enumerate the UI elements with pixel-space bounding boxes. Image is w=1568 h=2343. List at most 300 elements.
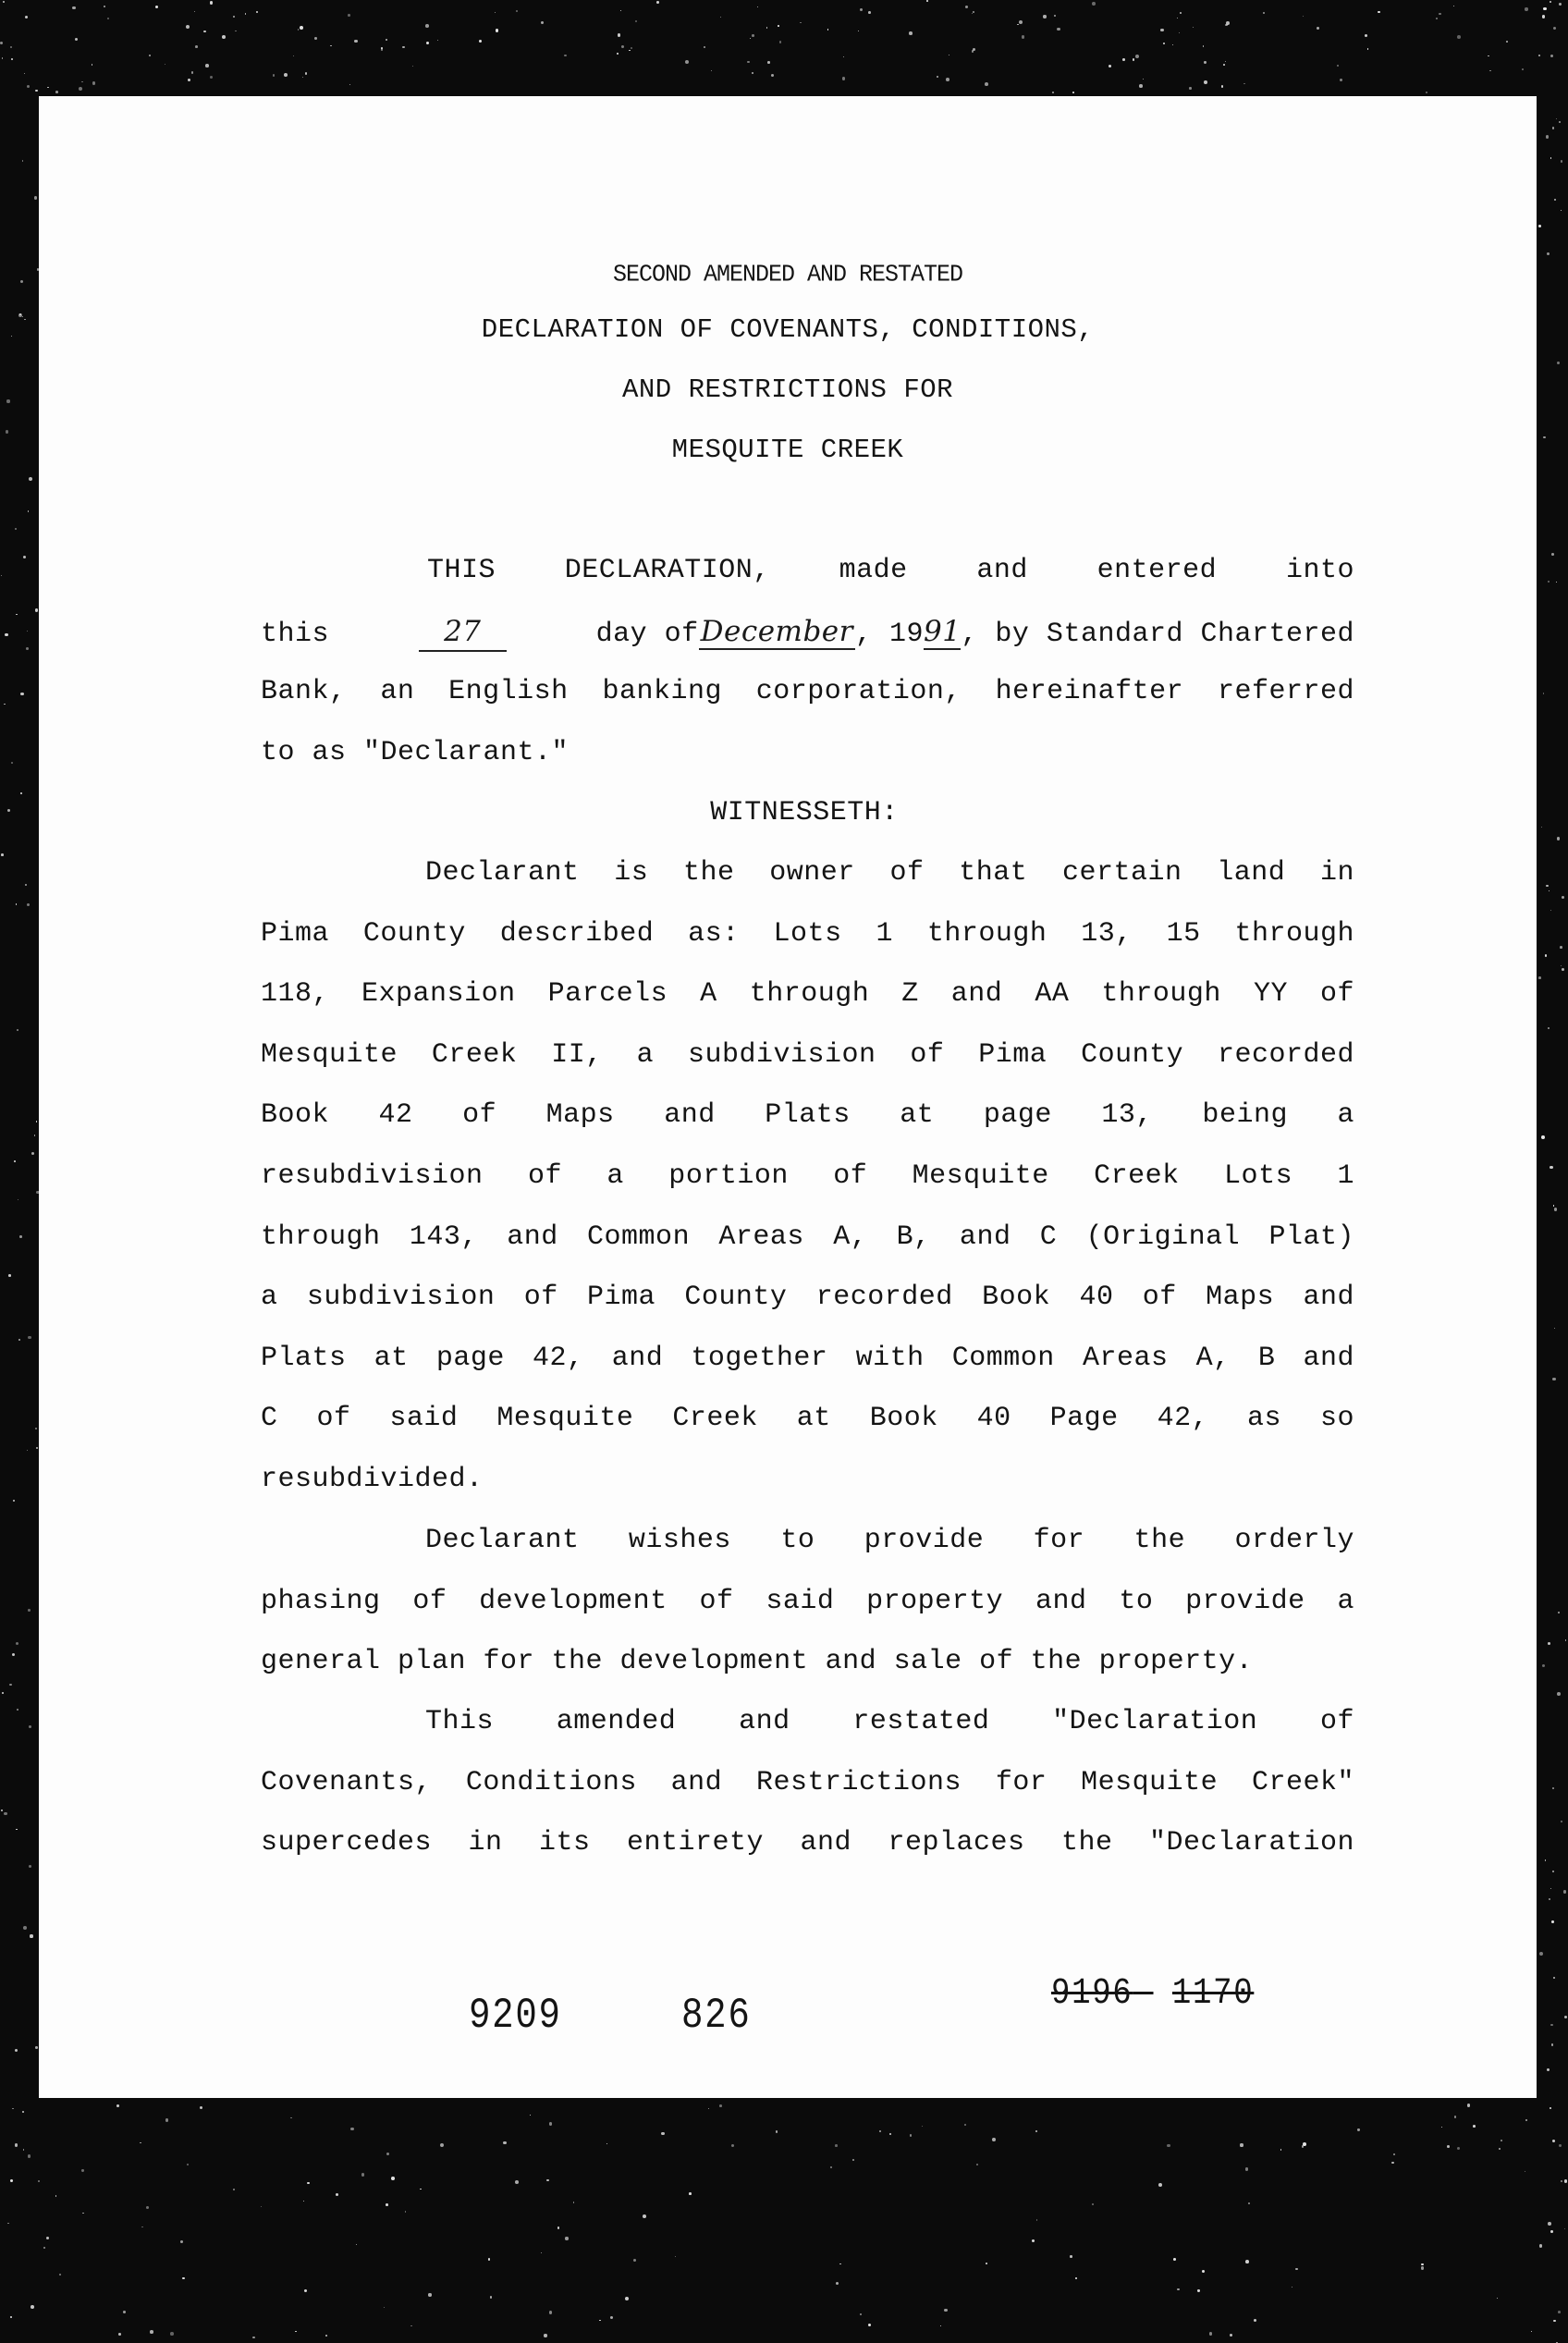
noise-speck: [11, 58, 13, 60]
noise-speck: [75, 38, 78, 41]
noise-speck: [1337, 65, 1338, 66]
noise-speck: [835, 2144, 838, 2147]
noise-speck: [5, 633, 7, 636]
paragraph-line: C of said Mesquite Creek at Book 40 Page 42, as so: [261, 1403, 1354, 1435]
noise-speck: [46, 2237, 49, 2239]
noise-speck: [186, 25, 190, 29]
noise-speck: [59, 2274, 61, 2276]
noise-speck: [1543, 436, 1546, 439]
noise-speck: [203, 31, 206, 33]
noise-speck: [17, 1029, 18, 1031]
noise-speck: [191, 71, 194, 74]
noise-speck: [1280, 2149, 1281, 2150]
intro-text-by: , by Standard Chartered: [961, 619, 1354, 650]
noise-speck: [1554, 1328, 1555, 1329]
noise-speck: [36, 1447, 38, 1449]
recording-book-number: 9209: [469, 1992, 562, 2040]
noise-speck: [27, 903, 30, 906]
noise-speck: [1203, 45, 1205, 47]
intro-text-dayof-label: day of: [595, 619, 699, 650]
paragraph-line: supercedes in its entirety and replaces the "Declaration: [261, 1827, 1354, 1859]
noise-speck: [116, 2104, 119, 2107]
noise-speck: [752, 72, 753, 74]
intro-line-4: to as "Declarant.": [261, 737, 570, 768]
noise-speck: [6, 430, 8, 433]
noise-speck: [1550, 55, 1553, 57]
noise-speck: [868, 2324, 871, 2326]
noise-speck: [719, 2104, 722, 2107]
noise-speck: [1070, 2255, 1072, 2257]
paragraph-line: 118, Expansion Parcels A through Z and AA through YY of: [261, 978, 1354, 1011]
noise-speck: [985, 82, 988, 86]
noise-speck: [1226, 21, 1230, 25]
noise-speck: [20, 792, 23, 795]
noise-speck: [1525, 7, 1527, 10]
noise-speck: [800, 22, 801, 23]
noise-speck: [973, 11, 974, 13]
noise-speck: [356, 2244, 357, 2245]
noise-speck: [12, 2108, 14, 2110]
noise-speck: [1454, 2116, 1457, 2118]
noise-speck: [16, 614, 17, 615]
noise-speck: [10, 2316, 12, 2318]
witnesseth-heading: WITNESSETH:: [710, 797, 899, 828]
noise-speck: [1557, 1692, 1561, 1696]
noise-speck: [1173, 2258, 1176, 2261]
noise-speck: [860, 8, 863, 11]
noise-speck: [1539, 1952, 1543, 1956]
noise-speck: [635, 20, 637, 22]
noise-speck: [1546, 135, 1549, 138]
document-page: [39, 96, 1537, 2098]
noise-speck: [757, 6, 758, 7]
noise-speck: [516, 10, 518, 12]
paragraph-line: resubdivision of a portion of Mesquite Creek Lots 1: [261, 1160, 1354, 1192]
noise-speck: [843, 56, 844, 57]
noise-speck: [860, 2313, 862, 2315]
noise-speck: [1553, 1977, 1555, 1979]
noise-speck: [976, 2164, 978, 2165]
doc-title-line-4: MESQUITE CREEK: [671, 435, 904, 465]
noise-speck: [256, 11, 258, 13]
noise-speck: [22, 316, 24, 318]
noise-speck: [1545, 1859, 1546, 1860]
noise-speck: [986, 2263, 987, 2264]
noise-speck: [412, 66, 413, 67]
noise-speck: [1441, 2127, 1443, 2128]
intro-word: made: [839, 555, 908, 586]
noise-speck: [1560, 946, 1562, 949]
noise-speck: [437, 40, 438, 41]
noise-speck: [118, 2333, 121, 2336]
noise-speck: [273, 74, 276, 77]
noise-speck: [1439, 13, 1440, 15]
noise-speck: [1197, 2289, 1199, 2291]
noise-speck: [188, 79, 190, 81]
noise-speck: [205, 64, 209, 67]
noise-speck: [7, 2223, 9, 2225]
noise-speck: [1421, 2263, 1423, 2265]
paragraph-line: phasing of development of said property and to provide a: [261, 1585, 1354, 1617]
noise-speck: [610, 2316, 613, 2319]
noise-speck: [1564, 2179, 1567, 2182]
noise-speck: [633, 2259, 637, 2263]
noise-speck: [2, 1692, 3, 1693]
noise-speck: [302, 77, 303, 78]
intro-word: DECLARATION,: [564, 555, 770, 586]
noise-speck: [13, 1500, 15, 1502]
noise-speck: [1563, 1890, 1566, 1893]
noise-speck: [879, 2130, 881, 2132]
noise-speck: [25, 884, 26, 885]
noise-speck: [564, 55, 566, 56]
noise-speck: [992, 2138, 996, 2141]
noise-speck: [1552, 1787, 1554, 1789]
noise-speck: [1240, 2143, 1243, 2146]
noise-speck: [293, 55, 294, 56]
noise-speck: [149, 55, 151, 56]
noise-speck: [23, 2149, 24, 2150]
doc-title-line-2: DECLARATION OF COVENANTS, CONDITIONS,: [481, 314, 1095, 345]
noise-speck: [35, 1428, 37, 1429]
noise-speck: [1564, 2228, 1566, 2230]
noise-speck: [330, 45, 331, 46]
noise-speck: [752, 34, 754, 37]
noise-speck: [141, 2226, 143, 2228]
noise-speck: [926, 0, 928, 2]
noise-speck: [1542, 1135, 1544, 1137]
noise-speck: [11, 336, 12, 337]
noise-speck: [1499, 2148, 1501, 2150]
noise-speck: [361, 2173, 364, 2176]
noise-speck: [767, 61, 770, 64]
noise-speck: [426, 42, 429, 44]
struck-recording-number: [1051, 1973, 1254, 2015]
noise-speck: [1550, 2230, 1553, 2233]
noise-speck: [17, 1709, 18, 1711]
noise-speck: [704, 46, 705, 48]
noise-speck: [631, 47, 632, 49]
noise-speck: [1547, 2068, 1550, 2071]
noise-speck: [1538, 225, 1541, 227]
noise-speck: [15, 528, 17, 530]
noise-speck: [14, 1160, 17, 1163]
noise-speck: [1557, 362, 1560, 364]
noise-speck: [381, 47, 383, 49]
noise-speck: [1, 575, 2, 576]
noise-speck: [1057, 28, 1060, 31]
noise-speck: [180, 2240, 183, 2243]
noise-speck: [544, 2334, 546, 2337]
noise-speck: [617, 53, 619, 55]
noise-speck: [187, 2164, 189, 2165]
noise-speck: [1447, 2145, 1450, 2148]
noise-speck: [1177, 2288, 1180, 2291]
noise-speck: [620, 10, 621, 11]
doc-title-line-1: SECOND AMENDED AND RESTATED: [612, 260, 963, 288]
noise-speck: [1022, 35, 1025, 39]
noise-speck: [1561, 1821, 1562, 1822]
noise-speck: [0, 42, 3, 44]
noise-speck: [1548, 581, 1550, 583]
noise-speck: [1552, 127, 1554, 129]
noise-speck: [1158, 2183, 1162, 2187]
noise-speck: [386, 39, 387, 41]
noise-speck: [20, 693, 23, 695]
noise-speck: [31, 2305, 34, 2309]
noise-speck: [1557, 837, 1560, 840]
noise-speck: [391, 2177, 395, 2180]
noise-speck: [1501, 2140, 1502, 2141]
paragraph-line: Plats at page 42, and together with Common Areas A, B and: [261, 1342, 1354, 1374]
noise-speck: [909, 31, 913, 35]
noise-speck: [830, 2166, 832, 2168]
noise-speck: [1549, 1898, 1550, 1899]
noise-speck: [530, 2115, 531, 2116]
intro-text-this: this: [261, 619, 330, 650]
noise-speck: [15, 2049, 18, 2052]
noise-speck: [1552, 1378, 1555, 1380]
noise-speck: [1561, 160, 1562, 162]
noise-speck: [16, 1642, 18, 1645]
noise-speck: [1122, 58, 1125, 61]
noise-speck: [1550, 2024, 1552, 2026]
noise-speck: [420, 2189, 421, 2190]
paragraph-line: Declarant wishes to provide for the orderly: [425, 1525, 1354, 1556]
noise-speck: [384, 2307, 385, 2308]
doc-title-line-3: AND RESTRICTIONS FOR: [621, 374, 954, 405]
noise-speck: [778, 25, 779, 27]
noise-speck: [425, 24, 429, 28]
noise-speck: [1559, 3, 1562, 6]
noise-speck: [233, 16, 235, 18]
noise-speck: [16, 1829, 17, 1830]
noise-speck: [1133, 58, 1134, 60]
noise-speck: [1558, 2311, 1561, 2313]
noise-speck: [22, 2111, 24, 2113]
noise-speck: [348, 14, 350, 17]
noise-speck: [1543, 693, 1545, 694]
noise-speck: [210, 1, 213, 4]
noise-speck: [28, 1336, 31, 1340]
noise-speck: [1245, 2260, 1249, 2263]
noise-speck: [643, 2214, 646, 2218]
intro-line-3: Bank, an English banking corporation, hereinafter referred: [261, 676, 1354, 707]
noise-speck: [940, 2325, 941, 2326]
noise-speck: [12, 1653, 15, 1656]
noise-speck: [1552, 2140, 1555, 2142]
noise-speck: [1550, 1, 1551, 3]
noise-speck: [22, 160, 24, 162]
noise-speck: [325, 2335, 327, 2337]
noise-speck: [290, 2117, 292, 2119]
noise-speck: [35, 608, 39, 612]
noise-speck: [222, 35, 226, 39]
noise-speck: [1193, 27, 1194, 28]
noise-speck: [1562, 968, 1564, 971]
paragraph-line: through 143, and Common Areas A, B, and C (Original Plat): [261, 1221, 1354, 1253]
noise-speck: [771, 74, 774, 77]
noise-speck: [1378, 11, 1380, 14]
noise-speck: [541, 21, 544, 24]
noise-speck: [1340, 79, 1342, 81]
noise-speck: [621, 45, 624, 48]
recording-page-number: 826: [681, 1992, 752, 2040]
noise-speck: [1562, 896, 1564, 899]
noise-speck: [1559, 2144, 1562, 2147]
noise-speck: [1303, 16, 1304, 17]
noise-speck: [81, 81, 82, 82]
noise-speck: [889, 2133, 891, 2135]
noise-speck: [305, 72, 308, 75]
noise-speck: [1561, 210, 1562, 211]
noise-speck: [1548, 1027, 1550, 1029]
noise-speck: [546, 2179, 548, 2181]
noise-speck: [1550, 157, 1551, 158]
noise-speck: [685, 60, 689, 64]
noise-speck: [776, 2130, 778, 2132]
noise-speck: [1551, 1920, 1554, 1923]
noise-speck: [104, 6, 105, 7]
noise-speck: [1036, 2219, 1037, 2220]
noise-speck: [1204, 80, 1207, 84]
noise-speck: [1179, 32, 1180, 33]
noise-speck: [1550, 2107, 1551, 2109]
paragraph-line: Pima County described as: Lots 1 through 13, 15 through: [261, 917, 1354, 950]
noise-speck: [1189, 87, 1191, 89]
noise-speck: [1221, 85, 1223, 87]
noise-speck: [766, 27, 767, 28]
noise-speck: [194, 11, 196, 13]
intro-line-1: [427, 555, 1354, 586]
noise-speck: [675, 2256, 676, 2257]
noise-speck: [1556, 582, 1558, 583]
noise-speck: [31, 1152, 35, 1156]
noise-speck: [779, 41, 782, 43]
noise-speck: [625, 2297, 629, 2300]
noise-speck: [839, 2263, 840, 2264]
noise-speck: [1202, 2270, 1205, 2273]
noise-speck: [1547, 252, 1550, 256]
noise-speck: [92, 64, 93, 66]
noise-speck: [1561, 965, 1562, 966]
noise-speck: [1436, 18, 1438, 19]
noise-speck: [47, 87, 49, 89]
noise-speck: [26, 647, 29, 650]
paragraph-line: Declarant is the owner of that certain land in: [425, 857, 1354, 889]
noise-speck: [1223, 64, 1225, 66]
noise-speck: [1457, 35, 1461, 39]
noise-speck: [1317, 27, 1319, 30]
noise-speck: [1489, 70, 1490, 71]
noise-speck: [349, 84, 350, 85]
noise-speck: [689, 2192, 692, 2195]
noise-speck: [440, 2143, 444, 2147]
noise-speck: [1209, 2332, 1213, 2336]
noise-speck: [1017, 24, 1018, 25]
noise-speck: [34, 196, 37, 199]
noise-speck: [490, 2296, 492, 2298]
noise-speck: [81, 2169, 83, 2171]
noise-speck: [515, 2180, 519, 2184]
noise-speck: [9, 1684, 11, 1686]
noise-speck: [146, 2206, 149, 2209]
noise-speck: [1546, 885, 1549, 888]
noise-speck: [656, 1, 659, 4]
noise-speck: [4, 704, 5, 705]
noise-speck: [1553, 1205, 1555, 1207]
noise-speck: [1549, 890, 1550, 891]
intro-word: entered: [1096, 555, 1218, 586]
noise-speck: [72, 6, 76, 10]
noise-speck: [1553, 2320, 1556, 2323]
noise-speck: [28, 1609, 31, 1612]
noise-speck: [24, 73, 25, 74]
noise-speck: [10, 2179, 13, 2182]
noise-speck: [8, 1274, 11, 1277]
noise-speck: [284, 73, 288, 77]
noise-speck: [973, 48, 975, 51]
noise-speck: [720, 17, 721, 18]
noise-speck: [1225, 61, 1226, 62]
noise-speck: [708, 2108, 710, 2110]
noise-speck: [1204, 61, 1206, 63]
noise-speck: [495, 12, 496, 13]
noise-speck: [1554, 199, 1555, 200]
noise-speck: [18, 1339, 20, 1341]
noise-speck: [1522, 68, 1524, 70]
noise-speck: [6, 399, 9, 402]
noise-speck: [261, 2206, 263, 2208]
noise-speck: [1357, 2128, 1359, 2130]
noise-speck: [1506, 41, 1508, 43]
noise-speck: [1245, 2167, 1249, 2171]
noise-speck: [1542, 15, 1546, 18]
noise-speck: [827, 29, 828, 30]
noise-speck: [30, 1934, 32, 1937]
noise-speck: [747, 61, 750, 64]
noise-speck: [27, 631, 28, 632]
noise-speck: [43, 2247, 44, 2248]
noise-speck: [303, 2201, 304, 2202]
intro-word: into: [1285, 555, 1354, 586]
noise-speck: [314, 37, 317, 40]
noise-speck: [1550, 1888, 1552, 1890]
noise-speck: [937, 76, 938, 78]
noise-speck: [1263, 12, 1265, 14]
noise-speck: [35, 2046, 38, 2049]
noise-speck: [750, 38, 751, 39]
noise-speck: [565, 2237, 568, 2239]
noise-speck: [35, 90, 37, 92]
noise-speck: [29, 1865, 31, 1868]
noise-speck: [20, 280, 23, 283]
noise-speck: [541, 2252, 542, 2253]
noise-speck: [1548, 1642, 1550, 1645]
intro-word: and: [976, 555, 1028, 586]
noise-speck: [1254, 2319, 1256, 2322]
noise-speck: [1561, 2180, 1562, 2182]
noise-speck: [503, 2141, 507, 2145]
noise-speck: [1092, 2203, 1094, 2205]
handwritten-day: 27: [444, 615, 482, 648]
noise-speck: [1, 853, 4, 856]
noise-speck: [1531, 2331, 1532, 2332]
noise-speck: [1559, 121, 1561, 123]
noise-speck: [1551, 553, 1554, 556]
noise-speck: [405, 2211, 407, 2213]
noise-speck: [1035, 2130, 1037, 2132]
